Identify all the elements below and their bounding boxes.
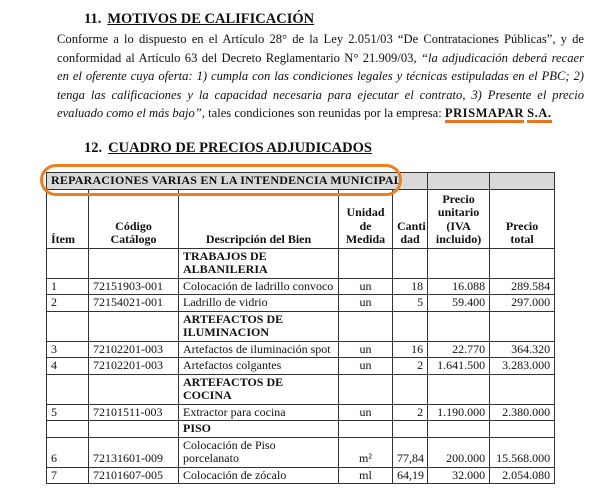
- empty-cell: [47, 311, 89, 341]
- empty-cell: [89, 374, 179, 404]
- table-row: [47, 295, 555, 312]
- cell-descripcion: Extractor para cocina: [179, 404, 339, 421]
- cell-cantidad: 5: [393, 295, 428, 312]
- section-12-number: 12.: [84, 140, 103, 156]
- cell-unidad: un: [339, 404, 393, 421]
- category-row: [47, 311, 555, 341]
- paragraph-part-1: Conforme a lo dispuesto en el Artículo 28° de la Ley 2.051/03 “De Contrataciones Públicas”, y de conformidad al Artículo 63 del Decreto Reglamentario N° 21.909/03,: [57, 32, 584, 65]
- cell-unidad: ml: [339, 467, 393, 484]
- cell-precio-total: 2.380.000: [490, 404, 555, 421]
- empty-cell: [89, 248, 179, 278]
- empty-cell: [428, 248, 490, 278]
- empty-cell: [428, 421, 490, 438]
- table-header-row: [47, 189, 555, 248]
- cell-cantidad: 16: [393, 341, 428, 358]
- cell-precio-total: 364.320: [490, 341, 555, 358]
- empty-cell: [339, 374, 393, 404]
- header-precio-unitario: Precio unitario (IVA incluido): [428, 189, 490, 248]
- cell-unidad: un: [339, 295, 393, 312]
- cell-codigo: 72151903-001: [89, 278, 179, 295]
- category-piso: PISO: [179, 421, 339, 438]
- cell-item: 3: [47, 341, 89, 358]
- cell-cantidad: 18: [393, 278, 428, 295]
- cell-precio-unitario: 59.400: [428, 295, 490, 312]
- cell-precio-unitario: 1.190.000: [428, 404, 490, 421]
- company-name: PRISMAPAR: [445, 106, 524, 123]
- empty-cell: [89, 421, 179, 438]
- empty-cell: [490, 374, 555, 404]
- cell-precio-unitario: 200.000: [428, 437, 490, 467]
- empty-cell: [47, 248, 89, 278]
- table-row: [47, 341, 555, 358]
- banner-filler: [428, 173, 490, 190]
- price-table: [46, 172, 555, 484]
- company-suffix: S.A.: [527, 106, 551, 123]
- empty-cell: [490, 311, 555, 341]
- banner-filler: [490, 173, 555, 190]
- cell-unidad: un: [339, 341, 393, 358]
- cell-precio-total: 15.568.000: [490, 437, 555, 467]
- cell-codigo: 72101511-003: [89, 404, 179, 421]
- cell-codigo: 72101607-005: [89, 467, 179, 484]
- empty-cell: [428, 374, 490, 404]
- cell-item: 6: [47, 437, 89, 467]
- cell-item: 2: [47, 295, 89, 312]
- empty-cell: [428, 311, 490, 341]
- empty-cell: [339, 248, 393, 278]
- empty-cell: [393, 421, 428, 438]
- cell-cantidad: 2: [393, 404, 428, 421]
- cell-precio-unitario: 22.770: [428, 341, 490, 358]
- category-cocina: ARTEFACTOS DE COCINA: [179, 374, 339, 404]
- empty-cell: [89, 311, 179, 341]
- cell-cantidad: 2: [393, 358, 428, 375]
- category-row: [47, 248, 555, 278]
- category-iluminacion: ARTEFACTOS DE ILUMINACION: [179, 311, 339, 341]
- cell-precio-total: 297.000: [490, 295, 555, 312]
- cell-cantidad: 64,19: [393, 467, 428, 484]
- empty-cell: [490, 248, 555, 278]
- cell-item: 5: [47, 404, 89, 421]
- table-row: [47, 404, 555, 421]
- cell-descripcion: Colocación de ladrillo convoco: [179, 278, 339, 295]
- header-cantidad: Canti dad: [393, 189, 428, 248]
- empty-cell: [47, 374, 89, 404]
- table-row: [47, 437, 555, 467]
- table-banner-row: [47, 173, 555, 190]
- cell-precio-total: 3.283.000: [490, 358, 555, 375]
- header-unidad: Unidad de Medida: [339, 189, 393, 248]
- category-albanileria: TRABAJOS DE ALBANILERIA: [179, 248, 339, 278]
- cell-descripcion: Ladrillo de vidrio: [179, 295, 339, 312]
- cell-descripcion: Artefactos colgantes: [179, 358, 339, 375]
- section-11-paragraph: [57, 30, 584, 123]
- empty-cell: [339, 311, 393, 341]
- section-12-title: [84, 140, 372, 157]
- cell-item: 1: [47, 278, 89, 295]
- cell-precio-total: 289.584: [490, 278, 555, 295]
- cell-precio-unitario: 32.000: [428, 467, 490, 484]
- cell-precio-unitario: 1.641.500: [428, 358, 490, 375]
- category-row: [47, 374, 555, 404]
- cell-unidad: un: [339, 278, 393, 295]
- cell-precio-unitario: 16.088: [428, 278, 490, 295]
- header-precio-total: Precio total: [490, 189, 555, 248]
- table-banner: REPARACIONES VARIAS EN LA INTENDENCIA MUNICIPAL: [47, 173, 428, 190]
- paragraph-part-3: , tales condiciones son reunidas por la empresa:: [201, 106, 445, 120]
- header-descripcion: Descripción del Bien: [179, 189, 339, 248]
- section-11-heading: MOTIVOS DE CALIFICACIÓN: [107, 11, 315, 27]
- empty-cell: [393, 248, 428, 278]
- section-11-title: [84, 11, 314, 28]
- table-row: [47, 467, 555, 484]
- cell-cantidad: 77,84: [393, 437, 428, 467]
- cell-unidad: m²: [339, 437, 393, 467]
- empty-cell: [47, 421, 89, 438]
- header-item: Ítem: [47, 189, 89, 248]
- cell-codigo: 72131601-009: [89, 437, 179, 467]
- table-row: [47, 358, 555, 375]
- empty-cell: [339, 421, 393, 438]
- empty-cell: [393, 374, 428, 404]
- cell-codigo: 72154021-001: [89, 295, 179, 312]
- cell-item: 4: [47, 358, 89, 375]
- cell-item: 7: [47, 467, 89, 484]
- cell-precio-total: 2.054.080: [490, 467, 555, 484]
- cell-codigo: 72102201-003: [89, 358, 179, 375]
- header-codigo: Código Catálogo: [89, 189, 179, 248]
- category-row: [47, 421, 555, 438]
- empty-cell: [490, 421, 555, 438]
- cell-descripcion: Colocación de Piso porcelanato: [179, 437, 339, 467]
- cell-descripcion: Artefactos de iluminación spot: [179, 341, 339, 358]
- cell-descripcion: Colocación de zócalo: [179, 467, 339, 484]
- cell-codigo: 72102201-003: [89, 341, 179, 358]
- empty-cell: [393, 311, 428, 341]
- section-12-heading: CUADRO DE PRECIOS ADJUDICADOS: [108, 140, 372, 156]
- cell-unidad: un: [339, 358, 393, 375]
- section-11-number: 11.: [84, 11, 102, 27]
- paragraph-italic-quote: “la adjudicación deberá recaer en el oferente cuya oferta: 1) cumpla con las condiciones legales y técnicas estipuladas en el PBC; 2) tenga las calificaciones y la capacidad necesaria para ejecutar el contrato, 3) Presente el precio evaluado como el más bajo”: [57, 50, 584, 120]
- table-row: [47, 278, 555, 295]
